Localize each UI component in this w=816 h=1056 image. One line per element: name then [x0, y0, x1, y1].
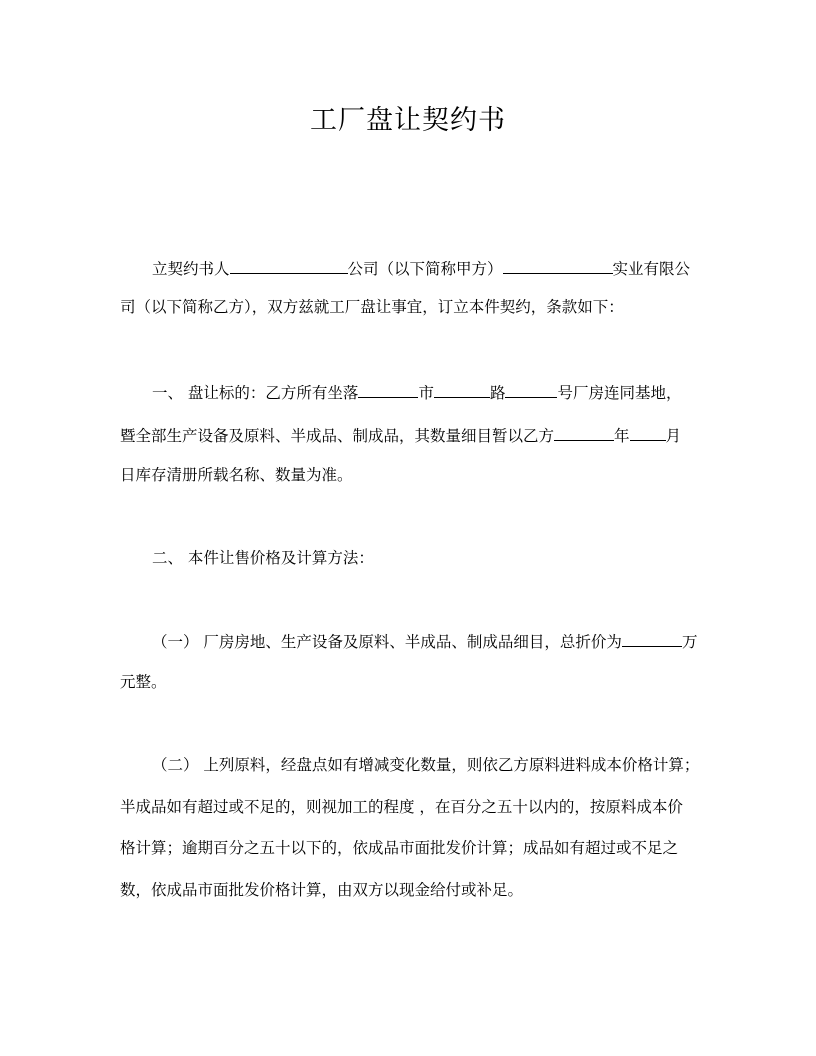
s1-text-b: 市	[418, 384, 434, 402]
s1-line-2	[120, 424, 681, 446]
s1-text-f: 年	[614, 427, 630, 445]
c1-text-b: 万	[681, 633, 698, 651]
p1-line-1	[152, 257, 690, 279]
blank-field	[554, 424, 614, 441]
blank-field	[358, 381, 418, 398]
blank-field	[230, 257, 348, 274]
s1-text-g: 月	[665, 427, 682, 445]
s1-text-e: 暨全部生产设备及原料、半成品、制成品，其数量细目暂以乙方	[120, 427, 555, 445]
c2-line-4: 数，依成品市面批发价格计算，由双方以现金给付或补足。	[120, 881, 524, 899]
s1-line-1	[152, 381, 681, 403]
blank-field	[434, 381, 490, 398]
s1-text-c: 路	[489, 384, 506, 402]
p1-text-a: 立契约书人	[152, 260, 230, 278]
blank-field	[503, 257, 613, 274]
p1-text-c: 实业有限公	[612, 260, 691, 278]
c2-line-2: 半成品如有超过或不足的，则视加工的程度 ，在百分之五十以内的，按原料成本价	[120, 798, 683, 816]
p1-line-2: 司（以下简称乙方），双方兹就工厂盘让事宜，订立本件契约，条款如下：	[120, 298, 624, 316]
blank-field	[630, 424, 666, 441]
document-title: 工厂盘让契约书	[310, 105, 506, 136]
blank-field	[505, 381, 557, 398]
c2-line-3: 格计算；逾期百分之五十以下的，依成品市面批发价计算；成品如有超过或不足之	[120, 839, 679, 857]
s1-line-3: 日库存清册所载名称、数量为准。	[120, 466, 353, 484]
s1-text-a: 一、 盘让标的：乙方所有坐落	[152, 384, 359, 402]
p1-text-b: 公司（以下简称甲方）	[347, 260, 503, 278]
blank-field	[622, 630, 682, 647]
s1-text-d: 号厂房连同基地，	[557, 384, 682, 402]
c2-line-1: （二） 上列原料，经盘点如有增减变化数量，则依乙方原料进料成本价格计算；	[152, 756, 700, 774]
s2-heading: 二、 本件让售价格及计算方法：	[152, 549, 374, 567]
c1-line-1	[152, 630, 697, 652]
c1-line-2: 元整。	[120, 673, 167, 691]
c1-text-a: （一） 厂房房地、生产设备及原料、半成品、制成品细目，总折价为	[152, 633, 622, 651]
